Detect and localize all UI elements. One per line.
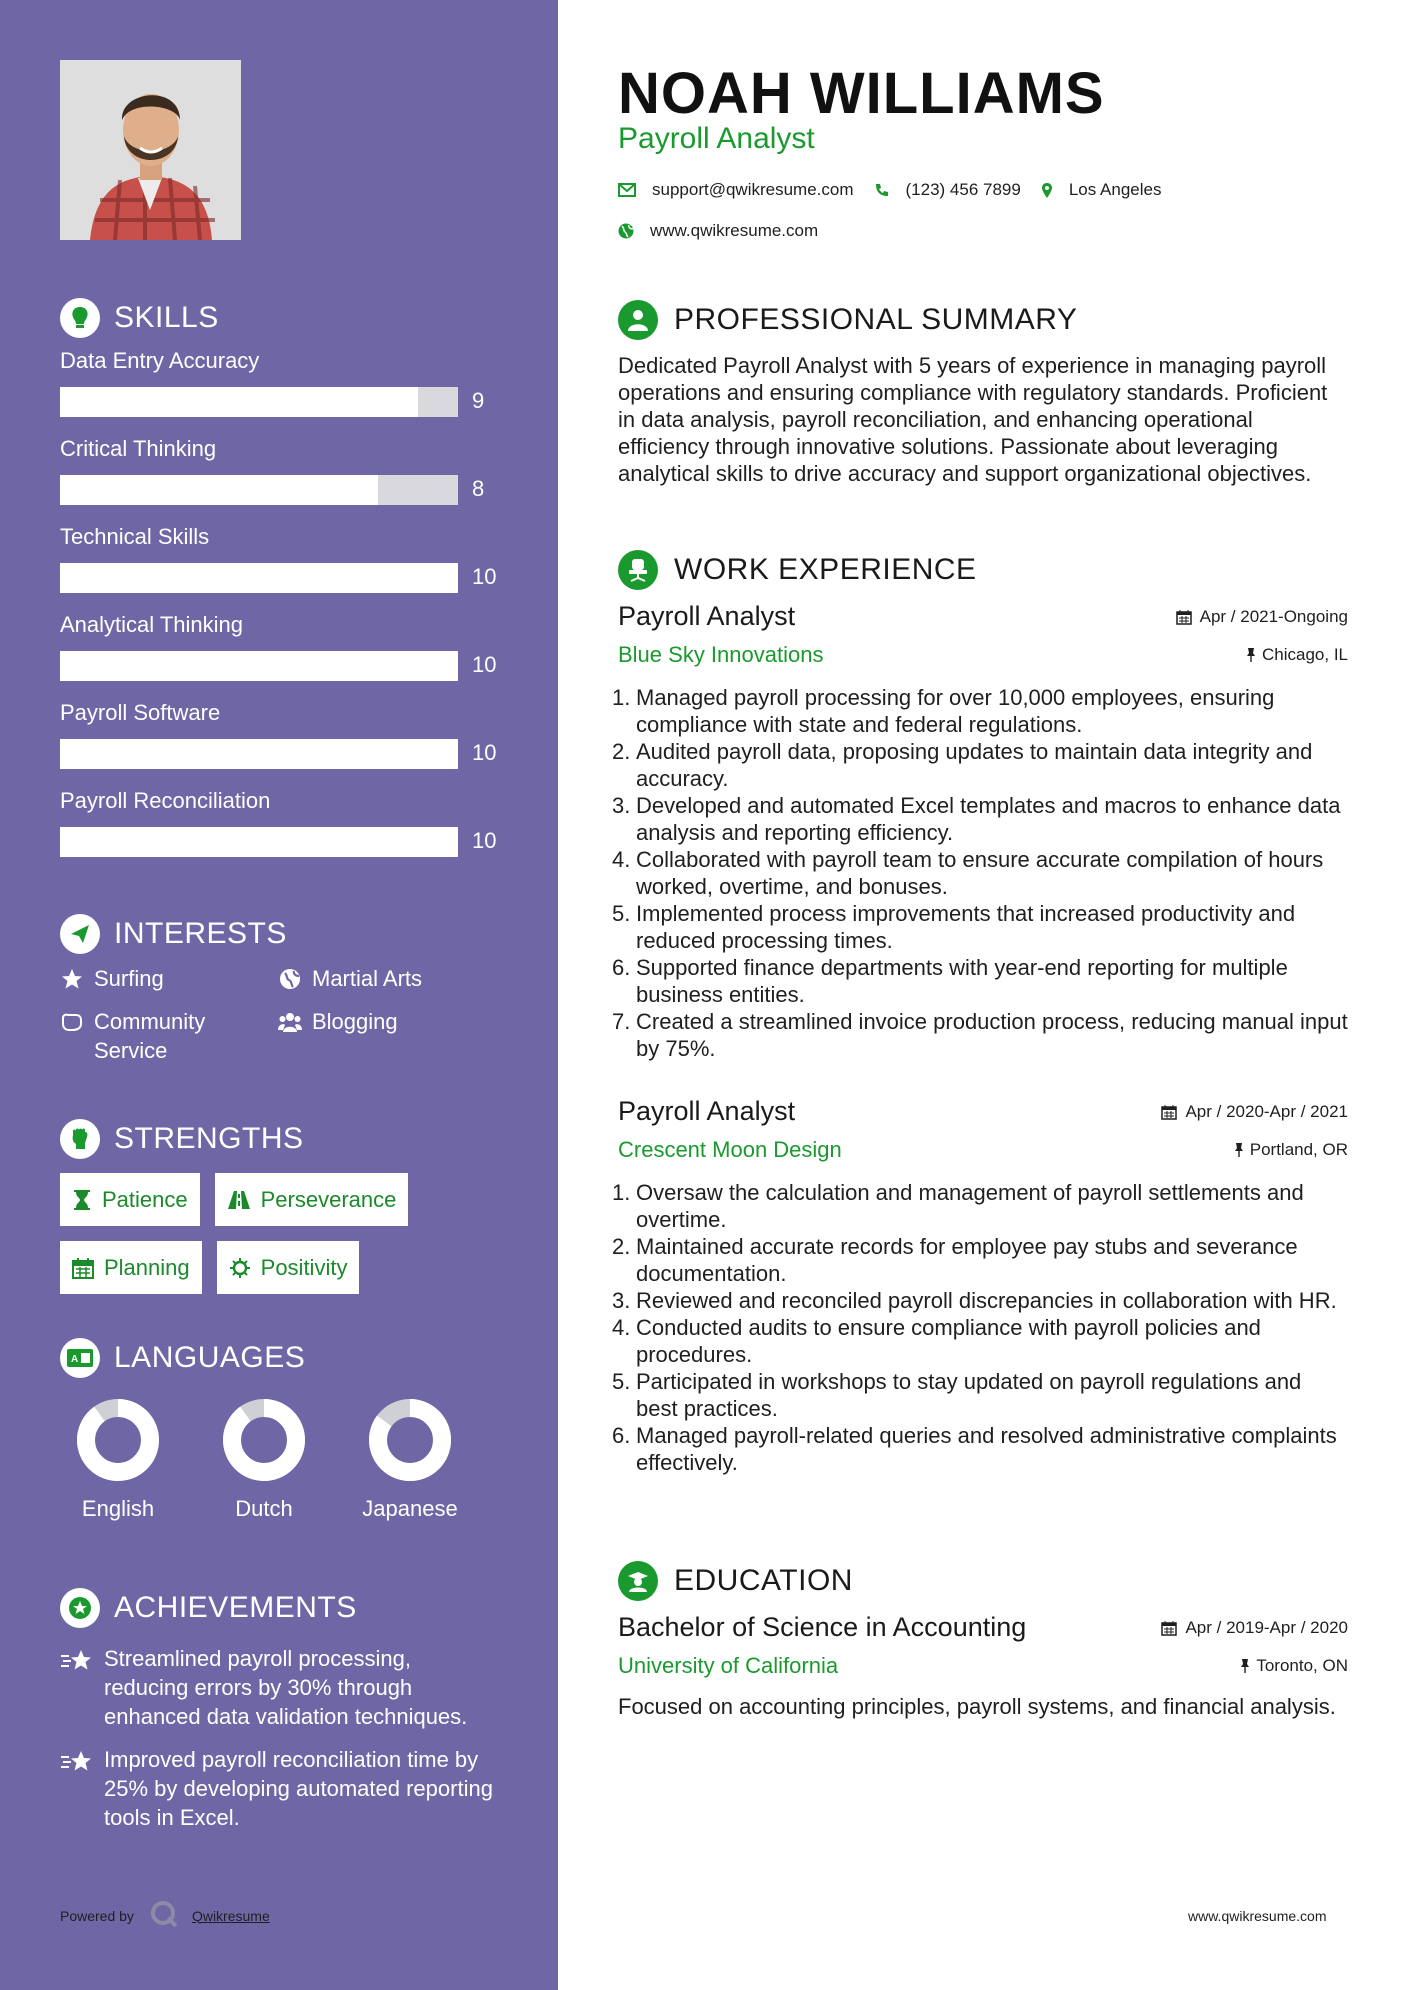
list-item: 1. Oversaw the calculation and management of payroll settlements and overtime. [612,1180,1304,1232]
globe-icon [278,964,302,993]
degree-title: Bachelor of Science in Accounting [618,1612,1027,1642]
job-company: Crescent Moon Design [618,1137,842,1162]
shooting-star-icon [60,1745,94,1782]
office-chair-icon [618,550,658,590]
summary-header [618,300,1077,340]
lightbulb-icon [60,298,100,338]
skill-bar [60,651,458,681]
job-entry [612,601,1348,1062]
language-name: English [81,1496,155,1521]
education-header [618,1561,853,1601]
experience-title: WORK EXPERIENCE [674,553,977,586]
language-ring [76,1398,160,1482]
languages-section [60,1336,520,1522]
location-text: Los Angeles [1068,180,1162,199]
sun-icon [229,1257,251,1279]
skill-name: Payroll Software [60,700,221,725]
skill-item [60,608,520,696]
achievement-text: Streamlined payroll processing, reducing errors by 30% through enhanced data validation techniques. [104,1646,468,1729]
qwikresume-logo-icon [150,1900,178,1931]
contact-website[interactable] [618,221,818,241]
list-item: 5. Implemented process improvements that increased productivity and reduced processing times. [612,901,1296,953]
skill-value: 8 [472,476,485,501]
interest-item [60,1007,278,1065]
strength-label: Positivity [260,1254,348,1280]
job-title: Payroll Analyst [618,1096,796,1126]
list-item: 2. Audited payroll data, proposing updates to maintain data integrity and accuracy. [612,739,1313,791]
profile-photo [60,60,241,240]
skill-bar [60,475,458,505]
skill-name: Technical Skills [60,524,210,549]
list-item: 2. Maintained accurate records for employee pay stubs and severance documentation. [612,1234,1298,1286]
skill-bar [60,387,458,417]
calendar-icon [1161,1620,1177,1636]
pushpin-icon [1234,1142,1244,1158]
job-date-text: Apr / 2020-Apr / 2021 [1185,1101,1348,1121]
list-item: 4. Collaborated with payroll team to ensure accurate compilation of hours worked, overtime, and bonuses. [612,847,1324,899]
shooting-star-icon [60,1644,94,1681]
strength-label: Patience [102,1186,188,1212]
calendar-icon [1161,1104,1177,1120]
language-item [352,1398,468,1522]
list-item: 1. Managed payroll processing for over 10,000 employees, ensuring compliance with state and federal regulations. [612,685,1275,737]
job-location-text: Portland, OR [1249,1140,1348,1159]
education-date-text: Apr / 2019-Apr / 2020 [1185,1617,1348,1637]
skill-item [60,696,520,784]
achievement-text: Improved payroll reconciliation time by 25% by developing automated reporting tools in Excel. [104,1747,493,1830]
hand-icon [60,1007,84,1036]
footer-url[interactable]: www.qwikresume.com [1188,1908,1327,1924]
interest-label: Martial Arts [312,966,423,991]
contact-row [618,180,1181,200]
email-text: support@qwikresume.com [652,180,854,199]
svg-text:A: A [71,1354,79,1365]
interests-header [60,912,520,956]
contact-location [1041,180,1162,200]
languages-title: LANGUAGES [114,1341,306,1374]
globe-icon [618,223,634,239]
skill-name: Data Entry Accuracy [60,348,260,373]
hourglass-icon [72,1189,92,1211]
achievement-item [60,1644,500,1731]
language-ring [222,1398,306,1482]
education-location [1240,1656,1348,1676]
candidate-name: NOAH WILLIAMS [618,61,1105,126]
skill-item [60,784,520,872]
contact-phone[interactable] [874,180,1021,200]
list-item: 7. Created a streamlined invoice production process, reducing manual input by 75%. [612,1009,1348,1061]
road-icon [227,1190,251,1210]
qwikresume-link[interactable]: Qwikresume [191,1907,270,1924]
contact-row-2 [618,221,838,241]
job-duties [612,684,1348,1062]
interests-title: INTERESTS [114,917,287,950]
job-duties [612,1179,1348,1476]
calendar-icon [72,1257,94,1279]
list-item: 6. Managed payroll-related queries and resolved administrative complaints effectively. [612,1423,1337,1475]
job-title: Payroll Analyst [618,601,796,631]
website-text: www.qwikresume.com [650,221,819,240]
achievements-section [60,1586,520,1832]
summary-text: Dedicated Payroll Analyst with 5 years of experience in managing payroll operations and ensuring compliance with regulatory standards. Proficient in data analysis, payroll reconciliation, and enhancing operational efficiency through innovative solutions. Passionate about leveraging analytical skills to drive accuracy and support organizational objectives. [618,353,1328,486]
education-location-text: Toronto, ON [1256,1656,1348,1675]
interest-label: Blogging [312,1009,398,1034]
strength-label: Perseverance [260,1186,397,1212]
list-item: 4. Conducted audits to ensure compliance with payroll policies and procedures. [612,1315,1261,1367]
skill-bar [60,563,458,593]
user-icon [618,300,658,340]
job-date-text: Apr / 2021-Ongoing [1199,606,1348,626]
strength-label: Planning [104,1254,190,1280]
strengths-header [60,1117,520,1161]
job-company: Blue Sky Innovations [618,642,824,667]
interest-label: Surfing [94,966,164,991]
pushpin-icon [1240,1658,1250,1674]
star-icon [60,964,84,993]
users-icon [278,1007,302,1036]
achievements-header [60,1586,520,1630]
skills-title: SKILLS [114,301,219,334]
list-item: 6. Supported finance departments with year-end reporting for multiple business entities. [612,955,1288,1007]
paper-plane-icon [60,914,100,954]
education-title: EDUCATION [674,1564,853,1597]
job-location [1246,645,1348,665]
strength-chip [60,1241,202,1294]
candidate-role: Payroll Analyst [618,122,815,155]
achievements-title: ACHIEVEMENTS [114,1591,357,1624]
interest-item [278,964,498,993]
language-name: Dutch [235,1496,293,1521]
skills-header [60,296,520,340]
languages-header [60,1336,520,1380]
achievement-item [60,1745,500,1832]
skill-value: 10 [472,652,497,677]
map-pin-icon [1041,182,1053,199]
skills-section [60,296,520,872]
language-item [60,1398,176,1522]
skill-value: 10 [472,564,497,589]
skill-name: Critical Thinking [60,436,217,461]
school-name: University of California [618,1653,839,1678]
powered-label: Powered by [60,1907,134,1924]
powered-by [60,1900,270,1931]
job-date [1176,607,1348,627]
strengths-section [60,1117,520,1294]
skill-bar [60,827,458,857]
skill-value: 10 [472,740,497,765]
list-item: 3. Reviewed and reconciled payroll discrepancies in collaboration with HR. [612,1288,1337,1313]
strength-chip [215,1173,409,1226]
strength-chip [217,1241,360,1294]
language-name: Japanese [362,1496,458,1521]
skill-bar [60,739,458,769]
skill-item [60,344,520,432]
list-item: 5. Participated in workshops to stay updated on payroll regulations and best practices. [612,1369,1302,1421]
contact-email[interactable] [618,180,854,200]
summary-title: PROFESSIONAL SUMMARY [674,303,1078,336]
graduate-icon [618,1561,658,1601]
skill-value: 10 [472,828,497,853]
phone-text: (123) 456 7899 [905,180,1021,199]
pushpin-icon [1246,647,1256,663]
sidebar [0,0,558,1990]
skill-value: 9 [472,388,485,413]
job-location-text: Chicago, IL [1262,645,1348,664]
interests-section [60,912,520,1065]
calendar-icon [1176,609,1192,625]
job-date [1161,1102,1348,1122]
strength-chip [60,1173,200,1226]
envelope-icon [618,183,636,197]
skill-item [60,432,520,520]
strengths-title: STRENGTHS [114,1122,304,1155]
language-icon [60,1338,100,1378]
job-location [1234,1140,1348,1160]
list-item: 3. Developed and automated Excel templates and macros to enhance data analysis and reporting efficiency. [612,793,1341,845]
phone-icon [874,182,890,198]
interest-label: Community Service [94,1009,206,1063]
skill-name: Payroll Reconciliation [60,788,271,813]
interest-item [60,964,278,993]
experience-header [618,550,977,590]
interest-item [278,1007,498,1065]
education-description: Focused on accounting principles, payroll systems, and financial analysis. [618,1694,1336,1719]
skill-item [60,520,520,608]
language-item [206,1398,322,1522]
fist-icon [60,1119,100,1159]
language-ring [368,1398,452,1482]
job-entry [612,1096,1348,1476]
education-date [1161,1618,1348,1638]
star-badge-icon [60,1588,100,1628]
skill-name: Analytical Thinking [60,612,244,637]
education-entry [618,1612,1348,1720]
